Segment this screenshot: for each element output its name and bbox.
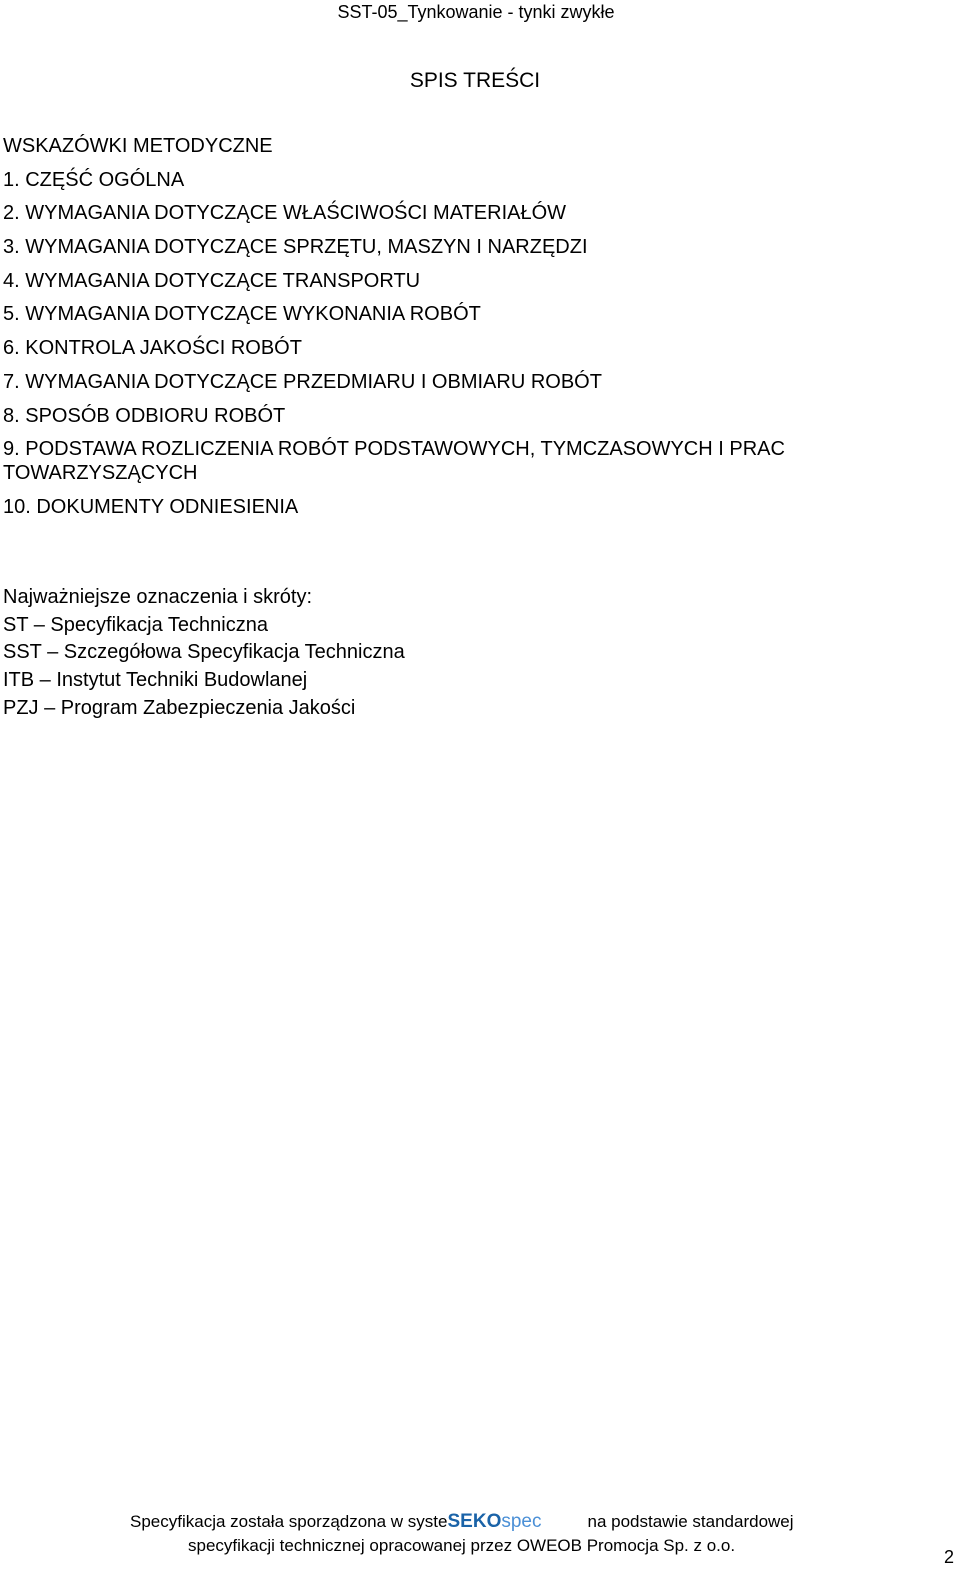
abbreviations-heading: Najważniejsze oznaczenia i skróty: [3, 586, 313, 608]
footer-line-2: specyfikacji technicznej opracowanej przez OWEOB Promocja Sp. z o.o. [188, 1536, 736, 1555]
toc-item: 1. CZĘŚĆ OGÓLNA [3, 168, 185, 191]
toc-item: 5. WYMAGANIA DOTYCZĄCE WYKONANIA ROBÓT [3, 303, 481, 326]
abbreviation-item: PZJ – Program Zabezpieczenia Jakości [3, 696, 356, 719]
toc-item: WSKAZÓWKI METODYCZNE [3, 135, 273, 157]
sekospec-logo-seko: SEKO [447, 1511, 502, 1532]
abbreviation-item: ITB – Instytut Techniki Budowlanej [3, 669, 308, 692]
toc-item: 10. DOKUMENTY ODNIESIENIA [3, 495, 299, 518]
toc-item: 9. PODSTAWA ROZLICZENIA ROBÓT PODSTAWOWYCH, TYMCZASOWYCH I PRAC TOWARZYSZĄCYCH [3, 438, 785, 485]
footer-text-suffix: na podstawie standardowej [587, 1512, 794, 1531]
toc-list [3, 134, 903, 529]
toc-item: 2. WYMAGANIA DOTYCZĄCE WŁAŚCIWOŚCI MATERIAŁÓW [3, 202, 567, 225]
sekospec-logo-spec: spec [501, 1511, 542, 1532]
toc-item: 4. WYMAGANIA DOTYCZĄCE TRANSPORTU [3, 269, 421, 292]
abbreviation-item: ST – Specyfikacja Techniczna [3, 613, 268, 636]
footer-text-prefix: Specyfikacja została sporządzona w syste [130, 1512, 448, 1531]
document-header-title: SST-05_Tynkowanie - tynki zwykłe [337, 2, 615, 22]
toc-heading: SPIS TREŚCI [409, 69, 541, 92]
toc-item: 8. SPOSÓB ODBIORU ROBÓT [3, 404, 286, 427]
abbreviations-section [3, 584, 903, 723]
toc-item: 3. WYMAGANIA DOTYCZĄCE SPRZĘTU, MASZYN I NARZĘDZI [3, 236, 588, 259]
footer-line-1 [130, 1510, 794, 1534]
abbreviation-item: SST – Szczegółowa Specyfikacja Techniczna [3, 641, 405, 664]
toc-item: 7. WYMAGANIA DOTYCZĄCE PRZEDMIARU I OBMIARU ROBÓT [3, 370, 602, 393]
toc-item: 6. KONTROLA JAKOŚCI ROBÓT [3, 337, 302, 360]
page-number: 2 [944, 1547, 955, 1567]
